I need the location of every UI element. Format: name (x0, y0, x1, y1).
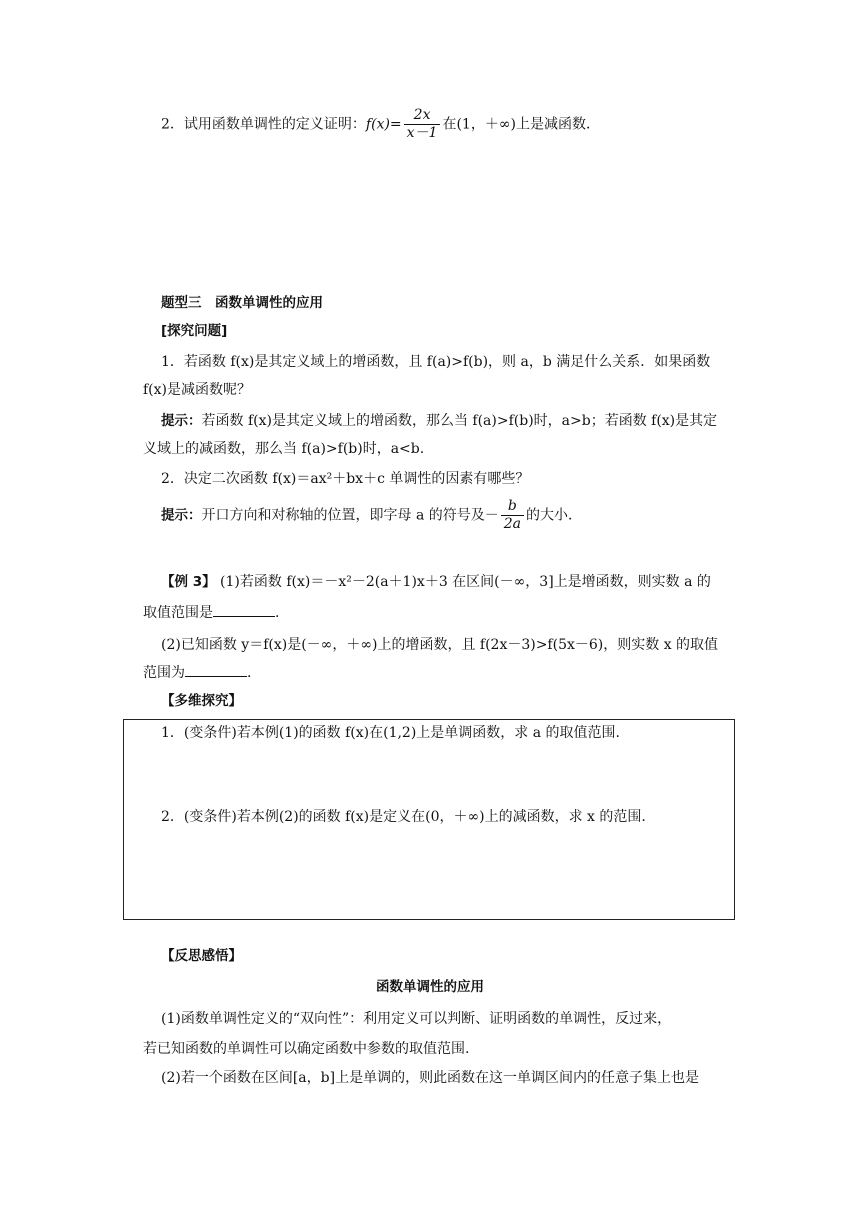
q2-suffix: 在(1，＋∞)上是减函数． (442, 116, 600, 133)
example-3-line2 (143, 602, 279, 624)
example-3-part2-end: 范围为 (143, 665, 185, 681)
reflect-heading: 函数单调性的应用 (376, 979, 484, 995)
period: . (275, 605, 280, 621)
hint-2-fraction (501, 498, 524, 533)
explore-title: [探究问题] (161, 323, 228, 339)
hint-2-suffix: 的大小． (526, 507, 583, 524)
hint-label: 提示： (161, 413, 202, 429)
question-2 (161, 107, 600, 142)
multi-item-1: 1．(变条件)若本例(1)的函数 f(x)在(1,2)上是单调函数，求 a 的取值范围. (161, 725, 620, 741)
hint-1-line2: 义域上的减函数，那么当 f(a)>f(b)时，a<b. (143, 441, 425, 457)
example-3-line4 (143, 662, 251, 684)
q2-denominator: x－1 (406, 125, 438, 141)
hint-2-text: 开口方向和对称轴的位置，即字母 a 的符号及－ (201, 507, 499, 524)
hint-2-denominator: 2a (503, 516, 522, 532)
problem-2: 2．决定二次函数 f(x)＝ax²＋bx＋c 单调性的因素有哪些？ (161, 471, 530, 487)
period: . (247, 665, 252, 681)
hint-2 (161, 498, 582, 533)
multi-item-2: 2．(变条件)若本例(2)的函数 f(x)是定义在(0，＋∞)上的减函数，求 x 的范围. (161, 809, 646, 825)
problem-1-line2: f(x)是减函数呢？ (143, 382, 252, 398)
reflect-title: 【反思感悟】 (161, 948, 242, 964)
q2-f: f(x)= (365, 116, 402, 133)
example-3-part1: (1)若函数 f(x)＝－x²－2(a＋1)x＋3 在区间(－∞，3]上是增函数，则实数 a 的 (220, 574, 711, 590)
reflect-p1-line1: (1)函数单调性定义的“双向性”：利用定义可以判断、证明函数的单调性，反过来， (161, 1011, 672, 1027)
reflect-p2-line1: (2)若一个函数在区间[a，b]上是单调的，则此函数在这一单调区间内的任意子集上也是 (161, 1070, 700, 1086)
answer-blank-1[interactable] (213, 602, 275, 617)
reflect-p1-line2: 若已知函数的单调性可以确定函数中参数的取值范围. (143, 1041, 470, 1057)
q2-numerator: 2x (404, 107, 441, 125)
hint-1-text: 若函数 f(x)是其定义域上的增函数，那么当 f(a)>f(b)时，a>b；若函数 f(x)是其定 (201, 413, 718, 429)
hint-1-line1 (161, 410, 717, 432)
section-title: 题型三 函数单调性的应用 (161, 295, 323, 311)
hint-label: 提示： (161, 507, 202, 524)
q2-fraction (404, 107, 441, 142)
multi-title: 【多维探究】 (161, 693, 242, 709)
problem-1-line1: 1．若函数 f(x)是其定义域上的增函数，且 f(a)>f(b)，则 a，b 满足什么关系．如果函数 (161, 354, 711, 370)
answer-blank-2[interactable] (185, 662, 247, 677)
example-3-label: 【例 3】 (161, 574, 216, 590)
hint-2-numerator: b (501, 498, 524, 516)
q2-prefix: 2．试用函数单调性的定义证明： (161, 116, 366, 133)
example-3-line3: (2)已知函数 y＝f(x)是(－∞，＋∞)上的增函数，且 f(2x－3)>f(5x－6)，则实数 x 的取值 (161, 637, 719, 653)
example-3-line1 (161, 571, 711, 593)
example-3-part1-end: 取值范围是 (143, 605, 213, 621)
